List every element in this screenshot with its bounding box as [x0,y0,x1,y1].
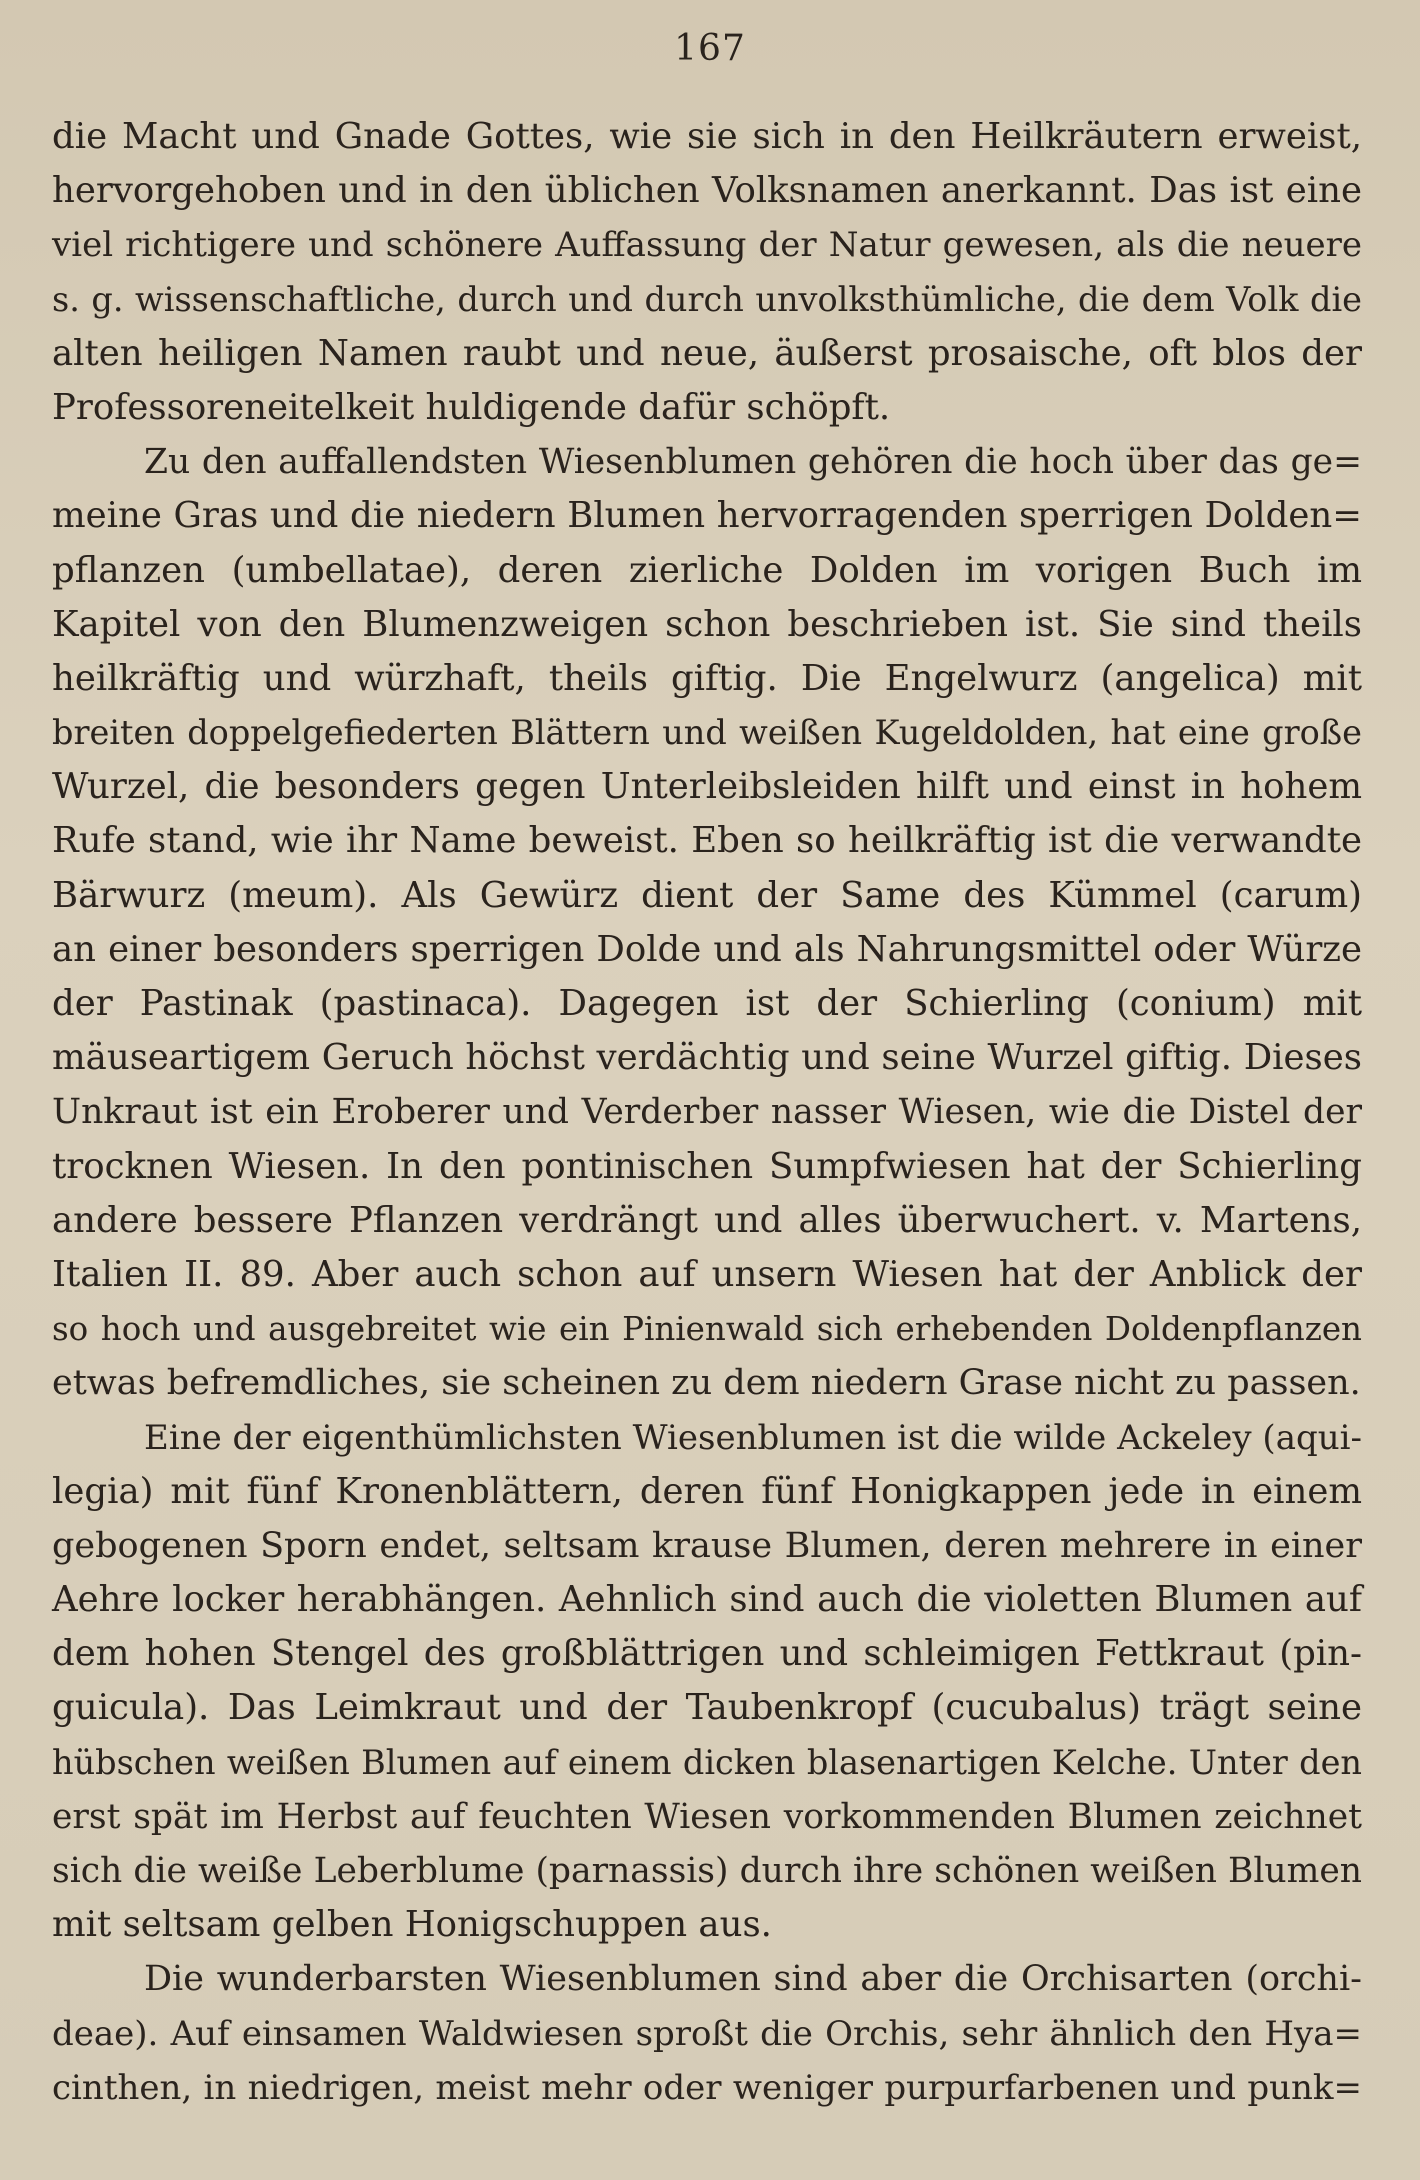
page-number: 167 [674,28,746,69]
text-line: Eine der eigenthümlichsten Wiesenblumen ist die wilde Ackeley (aqui- [144,1417,1362,1458]
text-line: hervorgehoben und in den üblichen Volksnamen anerkannt. Das ist eine [52,170,1362,212]
text-line: Rufe stand, wie ihr Name beweist. Eben so heilkräftig ist die verwandte [52,820,1362,862]
text-line: alten heiligen Namen raubt und neue, äußerst prosaische, oft blos der [52,332,1362,374]
text-line: trocknen Wiesen. In den pontinischen Sumpfwiesen hat der Schierling [52,1145,1362,1187]
text-line: heilkräftig und würzhaft, theils giftig. Die Engelwurz (angelica) mit [52,657,1362,699]
text-line: etwas befremdliches, sie scheinen zu dem niedern Grase nicht zu passen. [52,1363,1361,1404]
text-line: Kapitel von den Blumenzweigen schon beschrieben ist. Sie sind theils [52,603,1362,645]
text-line: der Pastinak (pastinaca). Dagegen ist der Schierling (conium) mit [52,983,1362,1024]
text-line: andere bessere Pflanzen verdrängt und alles überwuchert. v. Martens, [52,1199,1362,1241]
text-line: erst spät im Herbst auf feuchten Wiesen vorkommenden Blumen zeichnet [52,1796,1362,1837]
text-line: Unkraut ist ein Eroberer und Verderber nasser Wiesen, wie die Distel der [52,1092,1362,1133]
text-line: Bärwurz (meum). Als Gewürz dient der Same des Kümmel (carum) [52,874,1362,916]
text-line: Wurzel, die besonders gegen Unterleibsleiden hilft und einst in hohem [52,766,1362,808]
text-line: deae). Auf einsamen Waldwiesen sproßt die Orchis, sehr ähnlich den Hya= [52,2013,1362,2054]
text-line: breiten doppelgefiederten Blättern und weißen Kugeldolden, hat eine große [52,713,1362,753]
text-line: viel richtigere und schönere Auffassung der Natur gewesen, als die neuere [52,225,1362,266]
text-line: gebogenen Sporn endet, seltsam krause Blumen, deren mehrere in einer [52,1525,1362,1566]
text-line: sich die weiße Leberblume (parnassis) durch ihre schönen weißen Blumen [52,1851,1362,1891]
text-line: hübschen weißen Blumen auf einem dicken blasenartigen Kelche. Unter den [52,1742,1362,1782]
text-line: pflanzen (umbellatae), deren zierliche Dolden im vorigen Buch im [52,549,1362,591]
text-line: guicula). Das Leimkraut und der Taubenkropf (cucubalus) trägt seine [52,1687,1362,1729]
text-line: mäuseartigem Geruch höchst verdächtig und seine Wurzel giftig. Dieses [52,1037,1362,1079]
text-line: die Macht und Gnade Gottes, wie sie sich in den Heilkräutern erweist, [52,116,1362,157]
paragraph [52,1411,1362,1953]
text-line: Italien II. 89. Aber auch schon auf unsern Wiesen hat der Anblick der [52,1253,1362,1295]
text-line: Aehre locker herabhängen. Aehnlich sind auch die violetten Blumen auf [52,1579,1362,1621]
body-text [52,110,1362,2115]
text-line: legia) mit fünf Kronenblättern, deren fünf Honigkappen jede in einem [52,1470,1362,1512]
paragraph [52,1952,1362,2115]
text-line: an einer besonders sperrigen Dolde und als Nahrungsmittel oder Würze [52,928,1362,970]
text-line: meine Gras und die niedern Blumen hervorragenden sperrigen Dolden= [52,495,1362,537]
text-line: cinthen, in niedrigen, meist mehr oder weniger purpurfarbenen und punk= [52,2067,1362,2108]
text-line: mit seltsam gelben Honigschuppen aus. [52,1904,772,1946]
text-line: so hoch und ausgebreitet wie ein Pinienwald sich erhebenden Doldenpflanzen [52,1310,1362,1349]
paragraph [52,435,1362,1410]
text-line: s. g. wissenschaftliche, durch und durch unvolksthümliche, die dem Volk die [52,279,1362,319]
text-line: Zu den auffallendsten Wiesenblumen gehören die hoch über das ge= [144,442,1362,483]
text-line: dem hohen Stengel des großblättrigen und schleimigen Fettkraut (pin- [52,1633,1362,1675]
paragraph [52,110,1362,435]
text-line: Die wunderbarsten Wiesenblumen sind aber die Orchisarten (orchi- [144,1959,1362,2000]
text-line: Professoreneitelkeit huldigende dafür schöpft. [52,386,891,428]
